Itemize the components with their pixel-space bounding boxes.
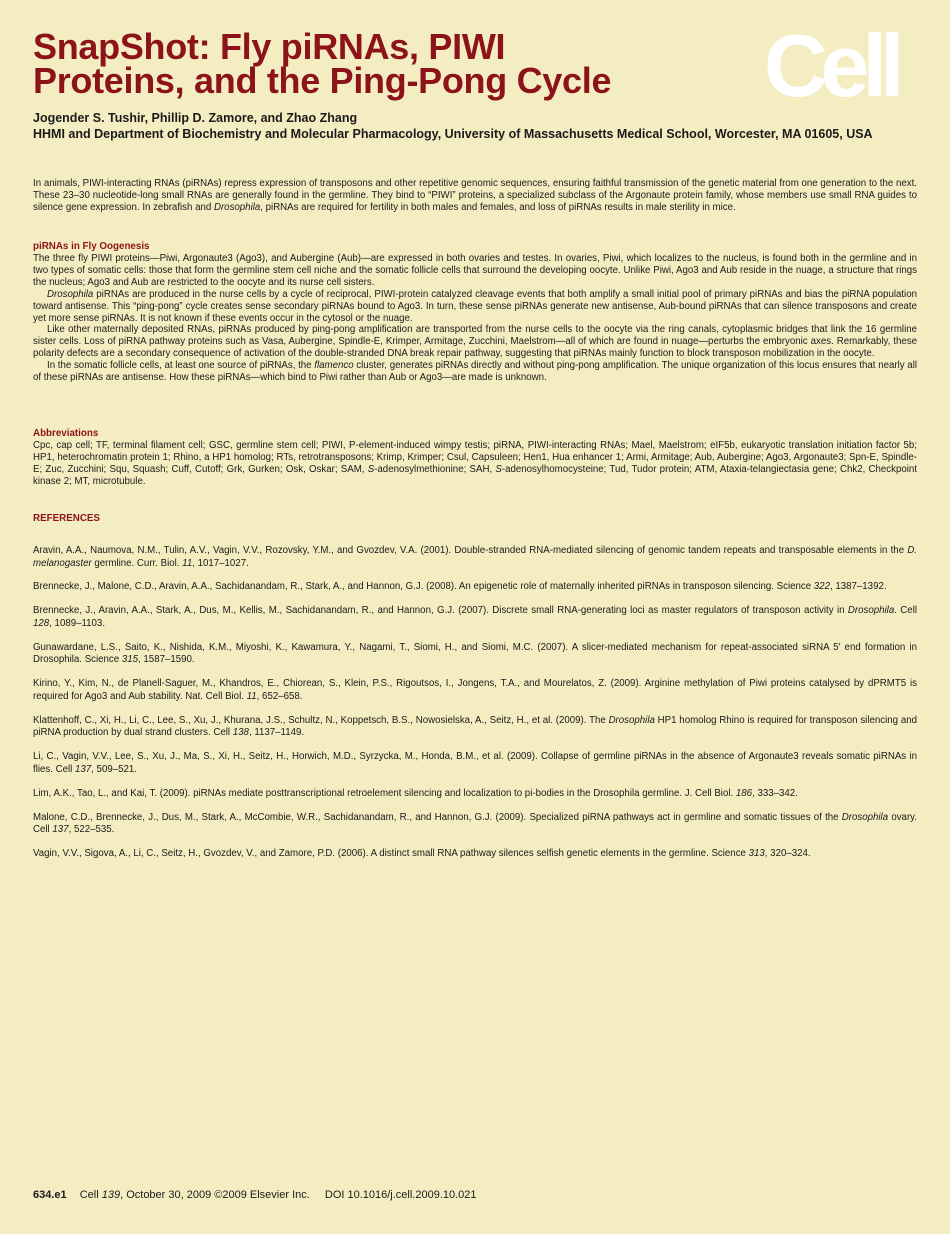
page-title — [33, 26, 753, 101]
doi: DOI 10.1016/j.cell.2009.10.021 — [324, 1189, 477, 1201]
reference-item: Malone, C.D., Brennecke, J., Dus, M., Stark, A., McCombie, W.R., Sachidanandam, R., and Hannon, G.J. (2009). Specialized piRNA pathways act in germline and somatic tissues of the Drosophila ovary. Cell 137, 522–535. — [33, 811, 917, 836]
intro-paragraph: In animals, PIWI-interacting RNAs (piRNAs) repress expression of transposons and other repetitive genomic sequences, ensuring faithful transmission of the genetic material from one generation to the next. These 23–30 nucleotide-long small RNAs are generally found in the germline. They bind to “PIWI” proteins, a specialized subclass of the Argonaute protein family, whose members use small RNA guides to silence gene expression. In zebrafish and Drosophila, piRNAs are required for fertility in both males and females, and loss of piRNAs results in male sterility in mice. — [33, 178, 917, 213]
oogenesis-paragraph-3: Like other maternally deposited RNAs, piRNAs produced by ping-pong amplification are transported from the nurse cells to the oocyte via the ring canals, cytoplasmic bridges that link the 16 germline sister cells. Loss of piRNA pathway proteins such as Vasa, Aubergine, Spindle-E, Krimper, Armitage, Zucchini, Maelstrom—all of which are found in nuage—perturbs the embryonic axes. Remarkably, these polarity defects are a secondary consequence of activation of the double-stranded DNA break repair pathway, suggesting that piRNAs mainly function to block transposon mobilization in the oocyte. — [33, 324, 917, 360]
abbreviations-paragraph: Cpc, cap cell; TF, terminal filament cell; GSC, germline stem cell; PIWI, P-element-induced wimpy testis; piRNA, PIWI-interacting RNAs; Mael, Maelstrom; eIF5b, eukaryotic translation initiation factor 5b; HP1, heterochromatin protein 1; Rhino, a HP1 homolog; RTs, retrotransposons; Krimp, Krimper; Csul, Capsuleen; Hen1, Hua enhancer 1; Armi, Armitage; Aub, Aubergine; Ago3, Argonaute3; Spn-E, Spindle-E; Zuc, Zucchini; Squ, Squash; Cuff, Cutoff; Grk, Gurken; Osk, Oskar; SAM, S-adenosylmethionine; SAH, S-adenosylhomocysteine; Tud, Tudor protein; ATM, Ataxia-telangiectasia gene; Chk2, Checkpoint kinase 2; MT, microtubule. — [33, 440, 917, 487]
oogenesis-paragraph-2: Drosophila piRNAs are produced in the nurse cells by a cycle of reciprocal, PIWI-protein catalyzed cleavage events that both amplify a small initial pool of primary piRNAs and bias the piRNA population toward antisense. This “ping-pong” cycle creates sense secondary piRNAs bound to Ago3. In turn, these sense piRNAs generate new antisense, Aub-bound piRNAs that can silence transposons and create yet more sense piRNAs. It is not known if these events occur in the cytosol or the nuage. — [33, 288, 917, 324]
reference-item: Vagin, V.V., Sigova, A., Li, C., Seitz, H., Gvozdev, V., and Zamore, P.D. (2006). A distinct small RNA pathway silences selfish genetic elements in the germline. Science 313, 320–324. — [33, 848, 811, 860]
journal-citation: Cell 139, October 30, 2009 ©2009 Elsevier Inc. — [79, 1189, 310, 1201]
references-heading: REFERENCES — [33, 513, 100, 524]
reference-item: Brennecke, J., Aravin, A.A., Stark, A., Dus, M., Kellis, M., Sachidanandam, R., and Hannon, G.J. (2007). Discrete small RNA-generating loci as master regulators of transposon activity in Drosophila. Cell 128, 1089–1103. — [33, 605, 917, 629]
oogenesis-paragraph-4: In the somatic follicle cells, at least one source of piRNAs, the flamenco cluster, generates piRNAs directly and without ping-pong amplification. The unique organization of this locus ensures that nearly all of these piRNAs are antisense. How these piRNAs—which bind to Piwi rather than Aub or Ago3—are made is unknown. — [33, 360, 917, 384]
reference-item: Li, C., Vagin, V.V., Lee, S., Xu, J., Ma, S., Xi, H., Seitz, H., Horwich, M.D., Syrzycka, M., Honda, B.M., et al. (2009). Collapse of germline piRNAs in the absence of Argonaute3 reveals somatic piRNAs in flies. Cell 137, 509–521. — [33, 751, 917, 775]
reference-list — [33, 545, 917, 872]
page-number: 634.e1 — [33, 1189, 67, 1201]
oogenesis-section — [33, 253, 917, 384]
reference-item: Lim, A.K., Tao, L., and Kai, T. (2009). piRNAs mediate posttranscriptional retroelement silencing and localization to pi-bodies in the Drosophila germline. J. Cell Biol. 186, 333–342. — [33, 787, 798, 799]
reference-item: Brennecke, J., Malone, C.D., Aravin, A.A., Sachidanandam, R., Stark, A., and Hannon, G.J. (2008). An epigenetic role of maternally inherited piRNAs in transposon silencing. Science 322, 1387–1392. — [33, 581, 887, 593]
page-footer — [33, 1188, 477, 1202]
abbreviations-heading: Abbreviations — [33, 428, 99, 439]
title-line-1: SnapShot: Fly piRNAs, PIWI — [33, 26, 506, 67]
reference-item: Gunawardane, L.S., Saito, K., Nishida, K.M., Miyoshi, K., Kawamura, Y., Nagami, T., Siomi, H., and Siomi, M.C. (2007). A slicer-mediated mechanism for repeat-associated siRNA 5′ end formation in Drosophila. Science 315, 1587–1590. — [33, 641, 917, 666]
authors: Jogender S. Tushir, Phillip D. Zamore, and Zhao Zhang — [33, 111, 358, 125]
cell-logo: Cell — [764, 16, 898, 115]
affiliation: HHMI and Department of Biochemistry and Molecular Pharmacology, University of Massachusetts Medical School, Worcester, MA 01605, USA — [33, 127, 873, 141]
oogenesis-heading: piRNAs in Fly Oogenesis — [33, 241, 150, 252]
reference-item: Kirino, Y., Kim, N., de Planell-Saguer, M., Khandros, E., Chiorean, S., Klein, P.S., Rigoutsos, I., Jongens, T.A., and Mourelatos, Z. (2009). Arginine methylation of Piwi proteins catalysed by dPRMT5 is required for Ago3 and Aub stability. Nat. Cell Biol. 11, 652–658. — [33, 678, 917, 702]
title-line-2: Proteins, and the Ping-Pong Cycle — [33, 60, 612, 101]
oogenesis-paragraph-1: The three fly PIWI proteins—Piwi, Argonaute3 (Ago3), and Aubergine (Aub)—are expressed in both ovaries and testes. In ovaries, Piwi, which localizes to the nucleus, is found both in the germline and in two types of somatic cells: those that form the germline stem cell niche and the somatic follicle cells that surround the developing oocyte. Unlike Piwi, Ago3 and Aub reside in the nuage, a structure that rings the nucleus; Ago3 and Aub are restricted to the oocyte and its nurse cell sisters. — [33, 253, 917, 288]
reference-item: Aravin, A.A., Naumova, N.M., Tulin, A.V., Vagin, V.V., Rozovsky, Y.M., and Gvozdev, V.A. (2001). Double-stranded RNA-mediated silencing of genomic tandem repeats and transposable elements in the D. melanogaster germline. Curr. Biol. 11, 1017–1027. — [33, 545, 917, 569]
reference-item: Klattenhoff, C., Xi, H., Li, C., Lee, S., Xu, J., Khurana, J.S., Schultz, N., Koppetsch, B.S., Nowosielska, A., Seitz, H., et al. (2009). The Drosophila HP1 homolog Rhino is required for transposon silencing and piRNA production by dual strand clusters. Cell 138, 1137–1149. — [33, 714, 917, 739]
